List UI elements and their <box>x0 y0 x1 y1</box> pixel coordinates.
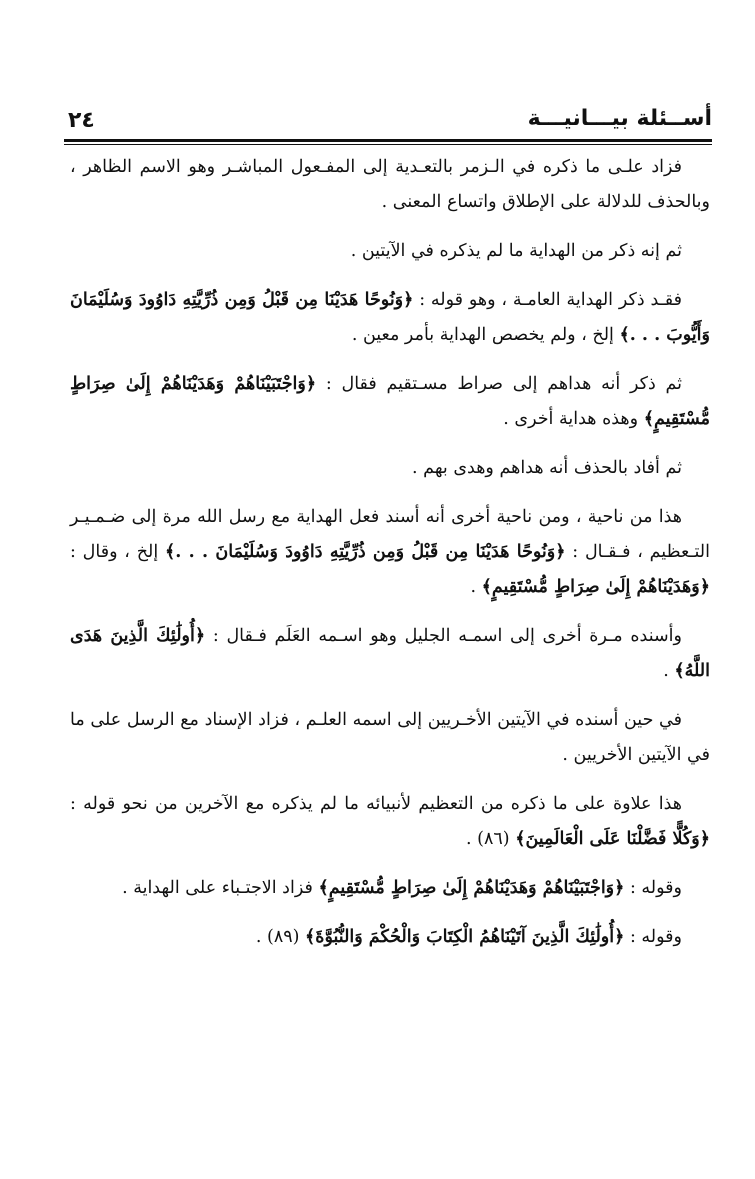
quran-quote: ﴿وَاجْتَبَيْنَاهُمْ وَهَدَيْنَاهُمْ إِلَىٰ صِرَاطٍ مُّسْتَقِيمٍ﴾ <box>70 374 710 429</box>
page-number: ٢٤ <box>68 108 95 133</box>
paragraph-text: وهذه هداية أخرى . <box>503 409 639 429</box>
paragraph <box>70 283 710 353</box>
paragraph <box>70 367 710 437</box>
paragraph-text: (٨٦) . <box>466 829 510 849</box>
paragraph-text: فزاد الاجتـباء على الهداية . <box>122 878 313 898</box>
paragraph-text: فقـد ذكر الهداية العامـة ، وهو قوله : <box>419 290 682 310</box>
running-header <box>64 106 712 140</box>
paragraph <box>70 871 710 906</box>
paragraph <box>70 451 710 486</box>
paragraph-text: ثم إنه ذكر من الهداية ما لم يذكره في الآيتين . <box>350 241 682 261</box>
paragraph <box>70 234 710 269</box>
paragraph-text: إلخ ، ولم يخصص الهداية بأمر معين . <box>351 325 614 345</box>
paragraph-text: وقوله : <box>629 878 682 898</box>
quran-quote: ﴿وَكُلًّا فَضَّلْنَا عَلَى الْعَالَمِينَ﴾ <box>515 829 710 849</box>
paragraph-text: هذا من ناحية ، ومن ناحية أخرى أنه أسند فعل الهداية مع رسل الله مرة إلى ضـمـيـر التـعظيم ، فـقـال : <box>70 507 710 562</box>
header-rule-thick <box>64 139 712 142</box>
paragraph-text: ثم أفاد بالحذف أنه هداهم وهدى بهم . <box>412 458 682 478</box>
quran-quote: ﴿وَاجْتَبَيْنَاهُمْ وَهَدَيْنَاهُمْ إِلَىٰ صِرَاطٍ مُّسْتَقِيمٍ﴾ <box>318 878 625 898</box>
paragraph-text: . <box>470 577 477 597</box>
quran-quote: ﴿وَهَدَيْنَاهُمْ إِلَىٰ صِرَاطٍ مُّسْتَقِيمٍ﴾ <box>481 577 710 597</box>
paragraph-text: في حين أسنده في الآيتين الأخـريين إلى اسمه العلـم ، فزاد الإسناد مع الرسل على ما في الآيتين الأخريين . <box>70 710 710 765</box>
paragraph <box>70 920 710 955</box>
paragraph-text: فزاد علـى ما ذكره في الـزمر بالتعـدية إلى المفـعول المباشـر وهو الاسم الظاهر ، وبالحذف للدلالة على الإطلاق واتساع المعنى . <box>70 157 710 212</box>
paragraph-text: وقوله : <box>629 927 682 947</box>
paragraph-text: (٨٩) . <box>255 927 300 947</box>
paragraph-text: ثم ذكر أنه هداهم إلى صراط مسـتقيم فقال : <box>325 374 682 394</box>
paragraph-text: هذا علاوة على ما ذكره من التعظيم لأنبيائه ما لم يذكره مع الآخرين من نحو قوله : <box>70 794 682 814</box>
header-rule-thin <box>64 144 712 145</box>
paragraph <box>70 500 710 605</box>
paragraph-text: . <box>663 661 669 681</box>
paragraph <box>70 703 710 773</box>
paragraph-text: إلخ ، وقال : <box>70 542 159 562</box>
paragraph <box>70 619 710 689</box>
paragraph-text: وأسنده مـرة أخرى إلى اسمـه الجليل وهو اسـمه العَلَم فـقال : <box>212 626 682 646</box>
quran-quote: ﴿أُولَٰئِكَ الَّذِينَ آتَيْنَاهُمُ الْكِتَابَ وَالْحُكْمَ وَالنُّبُوَّةَ﴾ <box>305 927 625 947</box>
quran-quote: ﴿وَنُوحًا هَدَيْنَا مِن قَبْلُ وَمِن ذُرِّيَّتِهِ دَاوُودَ وَسُلَيْمَانَ . . .﴾ <box>164 542 566 562</box>
quran-quote: ﴿وَنُوحًا هَدَيْنَا مِن قَبْلُ وَمِن ذُرِّيَّتِهِ دَاوُودَ وَسُلَيْمَانَ وَأَيُّوبَ . . .﴾ <box>70 290 710 345</box>
quran-quote: ﴿أُولَٰئِكَ الَّذِينَ هَدَى اللَّهُ﴾ <box>70 626 710 681</box>
page-body <box>70 150 710 969</box>
running-title: أســئلة بيـــانيـــة <box>527 106 712 131</box>
paragraph <box>70 787 710 857</box>
paragraph <box>70 150 710 220</box>
